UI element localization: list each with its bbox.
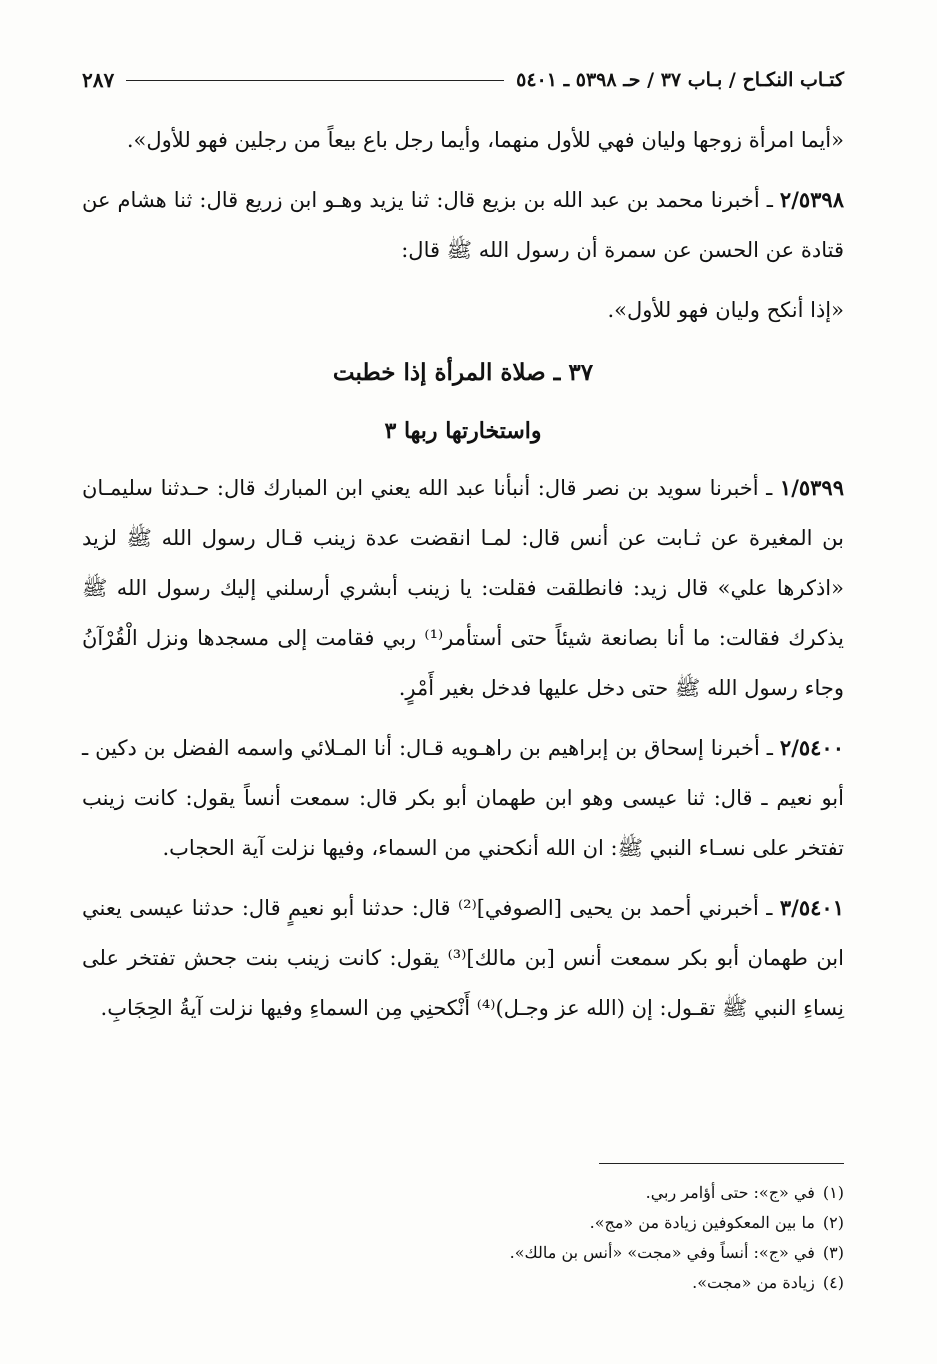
footnote-number: (٢) [822, 1213, 844, 1232]
footnote [84, 1208, 844, 1238]
footnote [84, 1268, 844, 1298]
footnote-text: ما بين المعكوفين زيادة من «مج». [589, 1213, 815, 1232]
footnote [84, 1238, 844, 1268]
hadith-text: ـ أخبرني أحمد بن يحيى [الصوفي]⁽²⁾ قال: حدثنا أبو نعيمٍ قال: حدثنا عيسى يعني ابن طهمان أبو بكر سمعت أنس [بن مالك]⁽³⁾ يقول: كانت زينب بنت جحش تفتخر على نِساءِ النبي ﷺ تقـول: إن (الله عز وجـل)⁽⁴⁾ أَنْكحنِي مِن السماءِ وفيها نزلت آيةُ الحِجَابِ. [82, 896, 844, 1020]
hadith-5400 [82, 723, 844, 873]
chapter-subtitle: واستخارتها ربها ٣ [384, 418, 542, 444]
page-body [82, 115, 844, 1043]
footnotes [84, 1163, 844, 1298]
hadith-number: ٢/٥٤٠٠ [779, 735, 844, 760]
footnote-number: (٣) [822, 1243, 844, 1262]
hadith-number: ١/٥٣٩٩ [779, 475, 844, 500]
footnote-rule [599, 1163, 844, 1164]
hadith-5398-quote: «إذا أنكح وليان فهو للأول». [607, 298, 844, 322]
hadith-5399 [82, 463, 844, 713]
footnote-text: في «ج»: أنساً وفي «مجت» «أنس بن مالك». [509, 1243, 815, 1262]
running-title: كتـاب النكـاح / بـاب ٣٧ / حـ ٥٣٩٨ ـ ٥٤٠١ [516, 69, 844, 91]
page-header [82, 60, 844, 100]
hadith-5398 [82, 175, 844, 275]
hadith-number: ٣/٥٤٠١ [779, 895, 844, 920]
hadith-number: ٢/٥٣٩٨ [779, 187, 844, 212]
page-number: ٢٨٧ [82, 68, 115, 92]
chapter-title: ٣٧ ـ صلاة المرأة إذا خطبت [332, 359, 594, 386]
hadith-text: ـ أخبرنا محمد بن عبد الله بن بزيع قال: ثنا يزيد وهـو ابن زريع قال: ثنا هشام عن قتادة عن الحسن عن سمرة أن رسول الله ﷺ قال: [82, 188, 844, 262]
footnote-number: (١) [822, 1183, 844, 1202]
footnote-text: زيادة من «مجت». [692, 1273, 815, 1292]
hadith-text: ـ أخبرنا سويد بن نصر قال: أنبأنا عبد الله يعني ابن المبارك قال: حـدثنا سليمـان بن المغيرة عن ثـابت عن أنس قال: لمـا انقضت عدة زينب قـال رسول الله ﷺ لزيد «اذكرها علي» قال زيد: فانطلقت فقلت: يا زينب أبشري أرسلني إليك رسول الله ﷺ يذكرك فقالت: ما أنا بصانعة شيئاً حتى أستأمر⁽¹⁾ ربي فقامت إلى مسجدها ونزل الْقُرْآنُ وجاء رسول الله ﷺ حتى دخل عليها فدخل بغير أَمْرٍ. [82, 476, 844, 700]
footnote-number: (٤) [822, 1273, 844, 1292]
hadith-5401 [82, 883, 844, 1033]
paragraph-continuation: «أيما امرأة زوجها وليان فهي للأول منهما، وأيما رجل باع بيعاً من رجلين فهو للأول». [126, 128, 844, 152]
footnote [84, 1178, 844, 1208]
footnote-text: في «ج»: حتى أؤامر ربي. [645, 1183, 815, 1202]
header-rule [126, 80, 504, 81]
hadith-text: ـ أخبرنا إسحاق بن إبراهيم بن راهـويه قـال: أنا المـلائي واسمه الفضل بن دكين ـ أبو نعيم ـ قال: ثنا عيسى وهو ابن طهمان أبو بكر قال: سمعت أنساً يقول: كانت زينب تفتخر على نسـاء النبي ﷺ: ان الله أنكحني من السماء، وفيها نزلت آية الحجاب. [82, 736, 844, 860]
